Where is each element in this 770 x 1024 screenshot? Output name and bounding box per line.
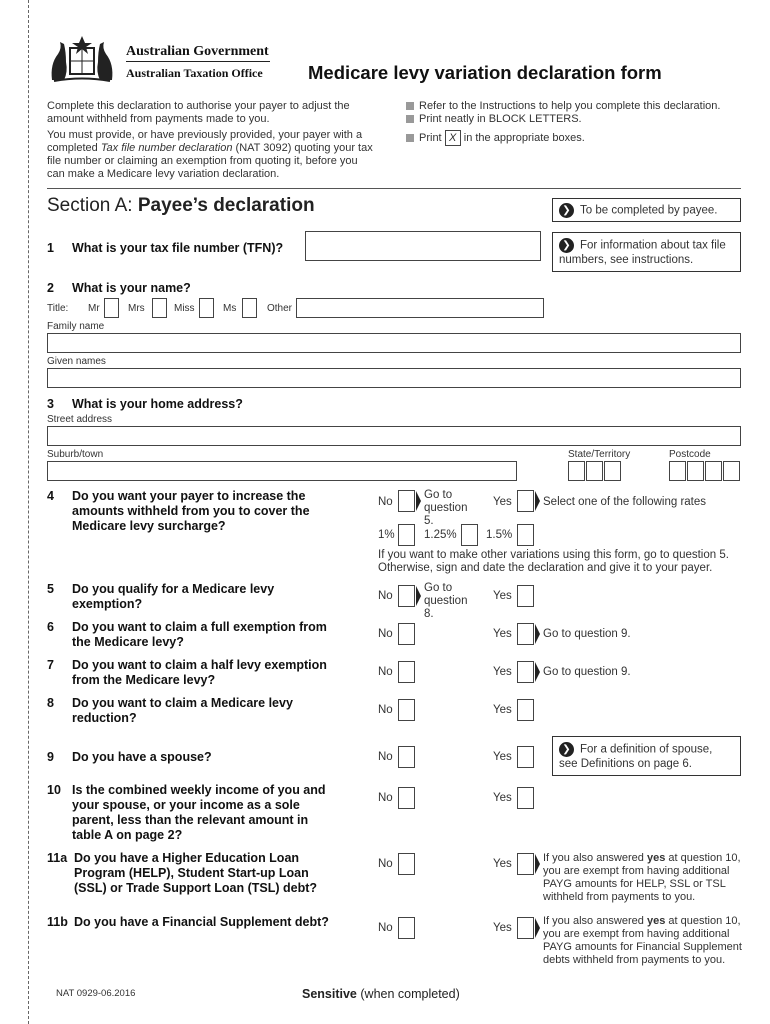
q6-no-checkbox[interactable] — [398, 623, 415, 645]
arrow-wedge-icon — [535, 624, 540, 644]
q9-number: 9 — [47, 750, 54, 764]
instruction-item: Refer to the Instructions to help you complete this declaration. — [406, 100, 746, 113]
given-names-input[interactable] — [47, 368, 741, 388]
street-address-input[interactable] — [47, 426, 741, 446]
title-ms-checkbox[interactable] — [242, 298, 257, 318]
q9-text: Do you have a spouse? — [72, 750, 212, 764]
ato-name: Australian Taxation Office — [126, 66, 263, 80]
rate-15-checkbox[interactable] — [517, 524, 534, 546]
q11b-text: Do you have a Financial Supplement debt? — [74, 915, 329, 929]
family-name-label: Family name — [47, 321, 105, 332]
rate-1-checkbox[interactable] — [398, 524, 415, 546]
family-name-input[interactable] — [47, 333, 741, 353]
arrow-wedge-icon — [416, 491, 421, 511]
title-miss-label: Miss — [174, 303, 195, 314]
arrow-wedge-icon — [535, 854, 540, 874]
instruction-item: Print X in the appropriate boxes. — [406, 130, 746, 146]
postcode-box[interactable] — [705, 461, 722, 481]
q11a-yes-checkbox[interactable] — [517, 853, 534, 875]
q11a-no-label: No — [378, 858, 393, 870]
header-divider — [126, 61, 270, 62]
q11a-number: 11a — [47, 851, 68, 865]
postcode-box[interactable] — [723, 461, 740, 481]
q5-text: Do you qualify for a Medicare levy exemption? — [72, 582, 275, 611]
q6-yes-label: Yes — [493, 628, 512, 640]
q5-number: 5 — [47, 582, 54, 596]
title-other-input[interactable] — [296, 298, 544, 318]
q8-yes-checkbox[interactable] — [517, 699, 534, 721]
q7-text: Do you want to claim a half levy exemption from the Medicare levy? — [72, 658, 327, 687]
form-title: Medicare levy variation declaration form — [308, 62, 662, 83]
title-mrs-label: Mrs — [128, 303, 145, 314]
q8-no-label: No — [378, 704, 393, 716]
title-ms-label: Ms — [223, 303, 237, 314]
q7-yes-checkbox[interactable] — [517, 661, 534, 683]
q3-text: What is your home address? — [72, 397, 243, 411]
q5-no-label: No — [378, 590, 393, 602]
gov-name: Australian Government — [126, 44, 269, 59]
state-box[interactable] — [586, 461, 603, 481]
q11b-yes-checkbox[interactable] — [517, 917, 534, 939]
q5-go-note: Go to question 8. — [424, 582, 468, 620]
rate-1-label: 1% — [378, 529, 395, 541]
arrow-wedge-icon — [535, 491, 540, 511]
arrow-right-icon: ❯ — [559, 238, 574, 253]
suburb-input[interactable] — [47, 461, 517, 481]
q6-yes-checkbox[interactable] — [517, 623, 534, 645]
arrow-right-icon: ❯ — [559, 742, 574, 757]
q5-yes-checkbox[interactable] — [517, 585, 534, 607]
arrow-right-icon: ❯ — [559, 203, 574, 218]
q9-info: ❯ For a definition of spouse, see Definitions on page 6. — [552, 736, 741, 776]
suburb-label: Suburb/town — [47, 449, 104, 460]
q3-number: 3 — [47, 397, 54, 411]
q4-number: 4 — [47, 489, 54, 503]
arrow-wedge-icon — [535, 662, 540, 682]
q4-text: Do you want your payer to increase the amounts withheld from you to cover the Medicare levy surcharge? — [72, 489, 310, 533]
q2-text: What is your name? — [72, 281, 191, 295]
given-names-label: Given names — [47, 356, 106, 367]
q7-no-checkbox[interactable] — [398, 661, 415, 683]
q4-yes-checkbox[interactable] — [517, 490, 534, 512]
title-mrs-checkbox[interactable] — [152, 298, 167, 318]
q5-no-checkbox[interactable] — [398, 585, 415, 607]
q6-go-note: Go to question 9. — [543, 628, 631, 640]
q11b-yes-label: Yes — [493, 922, 512, 934]
state-box[interactable] — [568, 461, 585, 481]
state-box[interactable] — [604, 461, 621, 481]
section-divider — [47, 188, 741, 189]
title-mr-checkbox[interactable] — [104, 298, 119, 318]
q7-number: 7 — [47, 658, 54, 672]
q11b-note: If you also answered yes at question 10, you are exempt from having additional PAYG amounts for Financial Supplement debts withheld from payments to you. — [543, 915, 742, 966]
q4-yes-label: Yes — [493, 496, 512, 508]
rate-125-label: 1.25% — [424, 529, 457, 541]
rate-15-label: 1.5% — [486, 529, 513, 541]
q10-number: 10 — [47, 783, 61, 797]
title-miss-checkbox[interactable] — [199, 298, 214, 318]
title-other-label: Other — [267, 303, 293, 314]
q8-yes-label: Yes — [493, 704, 512, 716]
postcode-box[interactable] — [669, 461, 686, 481]
section-note: ❯ To be completed by payee. — [552, 198, 741, 222]
q11a-note: If you also answered yes at question 10, you are exempt from having additional PAYG amounts for HELP, SSL or TSL withheld from payments to you. — [543, 852, 741, 903]
q8-number: 8 — [47, 696, 54, 710]
q11b-number: 11b — [47, 915, 68, 929]
q10-yes-checkbox[interactable] — [517, 787, 534, 809]
instruction-item: Print neatly in BLOCK LETTERS. — [406, 113, 746, 126]
q9-no-label: No — [378, 751, 393, 763]
q8-no-checkbox[interactable] — [398, 699, 415, 721]
q7-yes-label: Yes — [493, 666, 512, 678]
q11b-no-checkbox[interactable] — [398, 917, 415, 939]
coat-of-arms-icon — [44, 34, 120, 84]
q1-info: ❯ For information about tax file numbers, see instructions. — [552, 232, 741, 272]
postcode-box[interactable] — [687, 461, 704, 481]
arrow-wedge-icon — [416, 586, 421, 606]
q9-yes-label: Yes — [493, 751, 512, 763]
intro-paragraph-1: Complete this declaration to authorise your payer to adjust the amount withheld from payments made to you. — [47, 100, 350, 125]
intro-left — [47, 100, 377, 181]
q9-yes-checkbox[interactable] — [517, 746, 534, 768]
q4-no-checkbox[interactable] — [398, 490, 415, 512]
q1-text: What is your tax file number (TFN)? — [72, 241, 284, 255]
q4-yes-note: Select one of the following rates — [543, 496, 707, 508]
q11b-no-label: No — [378, 922, 393, 934]
sensitive-label: Sensitive (when completed) — [302, 987, 460, 1001]
q10-no-label: No — [378, 792, 393, 804]
q4-no-label: No — [378, 496, 393, 508]
q10-no-checkbox[interactable] — [398, 787, 415, 809]
tfn-input[interactable] — [305, 231, 541, 261]
postcode-label: Postcode — [669, 449, 711, 460]
cut-line — [28, 0, 29, 1024]
title-label: Title: — [47, 303, 69, 314]
q1-number: 1 — [47, 241, 54, 255]
q7-no-label: No — [378, 666, 393, 678]
q10-yes-label: Yes — [493, 792, 512, 804]
q4-note: If you want to make other variations using this form, go to question 5. Otherwise, sign and date the declaration and give it to your payer. — [378, 549, 729, 574]
q2-number: 2 — [47, 281, 54, 295]
q11a-no-checkbox[interactable] — [398, 853, 415, 875]
q11a-yes-label: Yes — [493, 858, 512, 870]
q10-text: Is the combined weekly income of you and your spouse, or your income as a sole parent, less than the relevant amount in table A on page 2? — [72, 783, 326, 842]
q6-no-label: No — [378, 628, 393, 640]
rate-125-checkbox[interactable] — [461, 524, 478, 546]
q7-go-note: Go to question 9. — [543, 666, 631, 678]
street-label: Street address — [47, 414, 113, 425]
q5-yes-label: Yes — [493, 590, 512, 602]
q8-text: Do you want to claim a Medicare levy reduction? — [72, 696, 293, 725]
intro-paragraph-2: You must provide, or have previously provided, your payer with a completed Tax file number declaration (NAT 3092) quoting your tax file number or claiming an exemption from quoting it, before you can make a Medicare levy variation declaration. — [47, 129, 373, 180]
q6-text: Do you want to claim a full exemption from the Medicare levy? — [72, 620, 327, 649]
state-label: State/Territory — [568, 449, 631, 460]
sample-x-box: X — [445, 130, 461, 146]
intro-right — [406, 100, 746, 146]
form-code: NAT 0929-06.2016 — [56, 988, 136, 999]
arrow-wedge-icon — [535, 918, 540, 938]
title-mr-label: Mr — [88, 303, 100, 314]
section-a-heading: Section A: Payee’s declaration — [47, 195, 315, 216]
q11a-text: Do you have a Higher Education Loan Program (HELP), Student Start-up Loan (SSL) or Trade Support Loan (TSL) debt? — [74, 851, 318, 895]
q4-go-note: Go to question 5. — [424, 489, 468, 527]
q9-no-checkbox[interactable] — [398, 746, 415, 768]
q6-number: 6 — [47, 620, 54, 634]
